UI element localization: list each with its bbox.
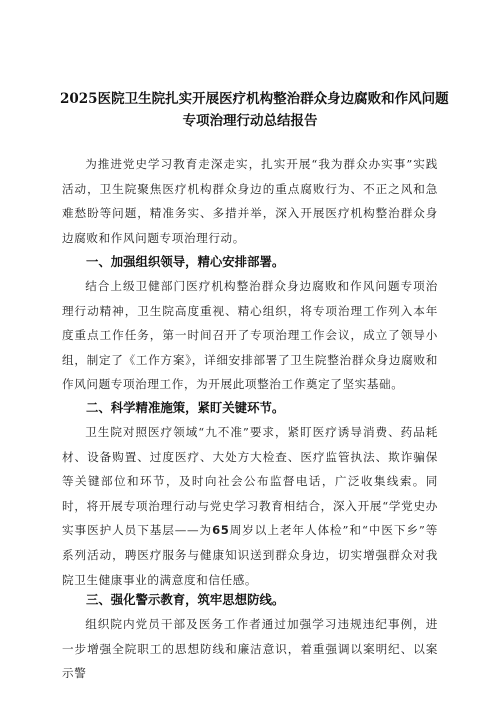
document-title-line-2: 专项治理行动总结报告: [182, 113, 318, 129]
section-heading-3: 三、强化警示教育，筑牢思想防线。: [86, 592, 285, 607]
section-2-text-part-2: 周岁以上老年人体检”和“中医下乡”等系列活动，聘医疗服务与健康知识送到群众身边，切实增强群众对我院卫生健康事业的满意度和信任感。: [62, 523, 438, 587]
section-1-paragraph: 结合上级卫健部门医疗机构整治群众身边腐败和作风问题专项治理行动精神，卫生院高度重视、精心组织，将专项治理工作列入本年度重点工作任务，第一时间召开了专项治理工作会议，成立了领导小组，制定了《工作方案》，详细安排部署了卫生院整治群众身边腐败和作风问题专项治理工作，为开展此项整治工作奠定了坚实基础。: [62, 279, 438, 392]
intro-paragraph: 为推进党史学习教育走深走实，扎实开展“我为群众办实事”实践活动，卫生院聚焦医疗机构群众身边的重点腐败行为、不正之风和急难愁盼等问题，精准务实、多措并举，深入开展医疗机构整治群众身边腐败和作风问题专项治理行动。: [62, 157, 438, 245]
age-number: 65: [212, 523, 230, 538]
section-2-text-part-1: 卫生院对照医疗领域“九不准”要求，紧盯医疗诱导消费、药品耗材、设备购置、过度医疗、大处方大检查、医疗监管执法、欺诈骗保等关键部位和环节，及时向社会公布监督电话，广泛收集线索。同时，将开展专项治理行动与党史学习教育相结合，深入开展“学党史办实事医护人员下基层——为: [62, 425, 438, 538]
document-title-line-1: 2025医院卫生院扎实开展医疗机构整治群众身边腐败和作风问题: [60, 91, 449, 107]
section-heading-1: 一、加强组织领导，精心安排部署。: [86, 254, 285, 269]
section-3-paragraph: 组织院内党员干部及医务工作者通过加强学习违规违纪事例，进一步增强全院职工的思想防线和廉洁意识，着重强调以案明纪、以案示警: [62, 617, 438, 681]
section-heading-2: 二、科学精准施策，紧盯关键环节。: [86, 400, 285, 415]
section-2-paragraph: [62, 420, 438, 592]
